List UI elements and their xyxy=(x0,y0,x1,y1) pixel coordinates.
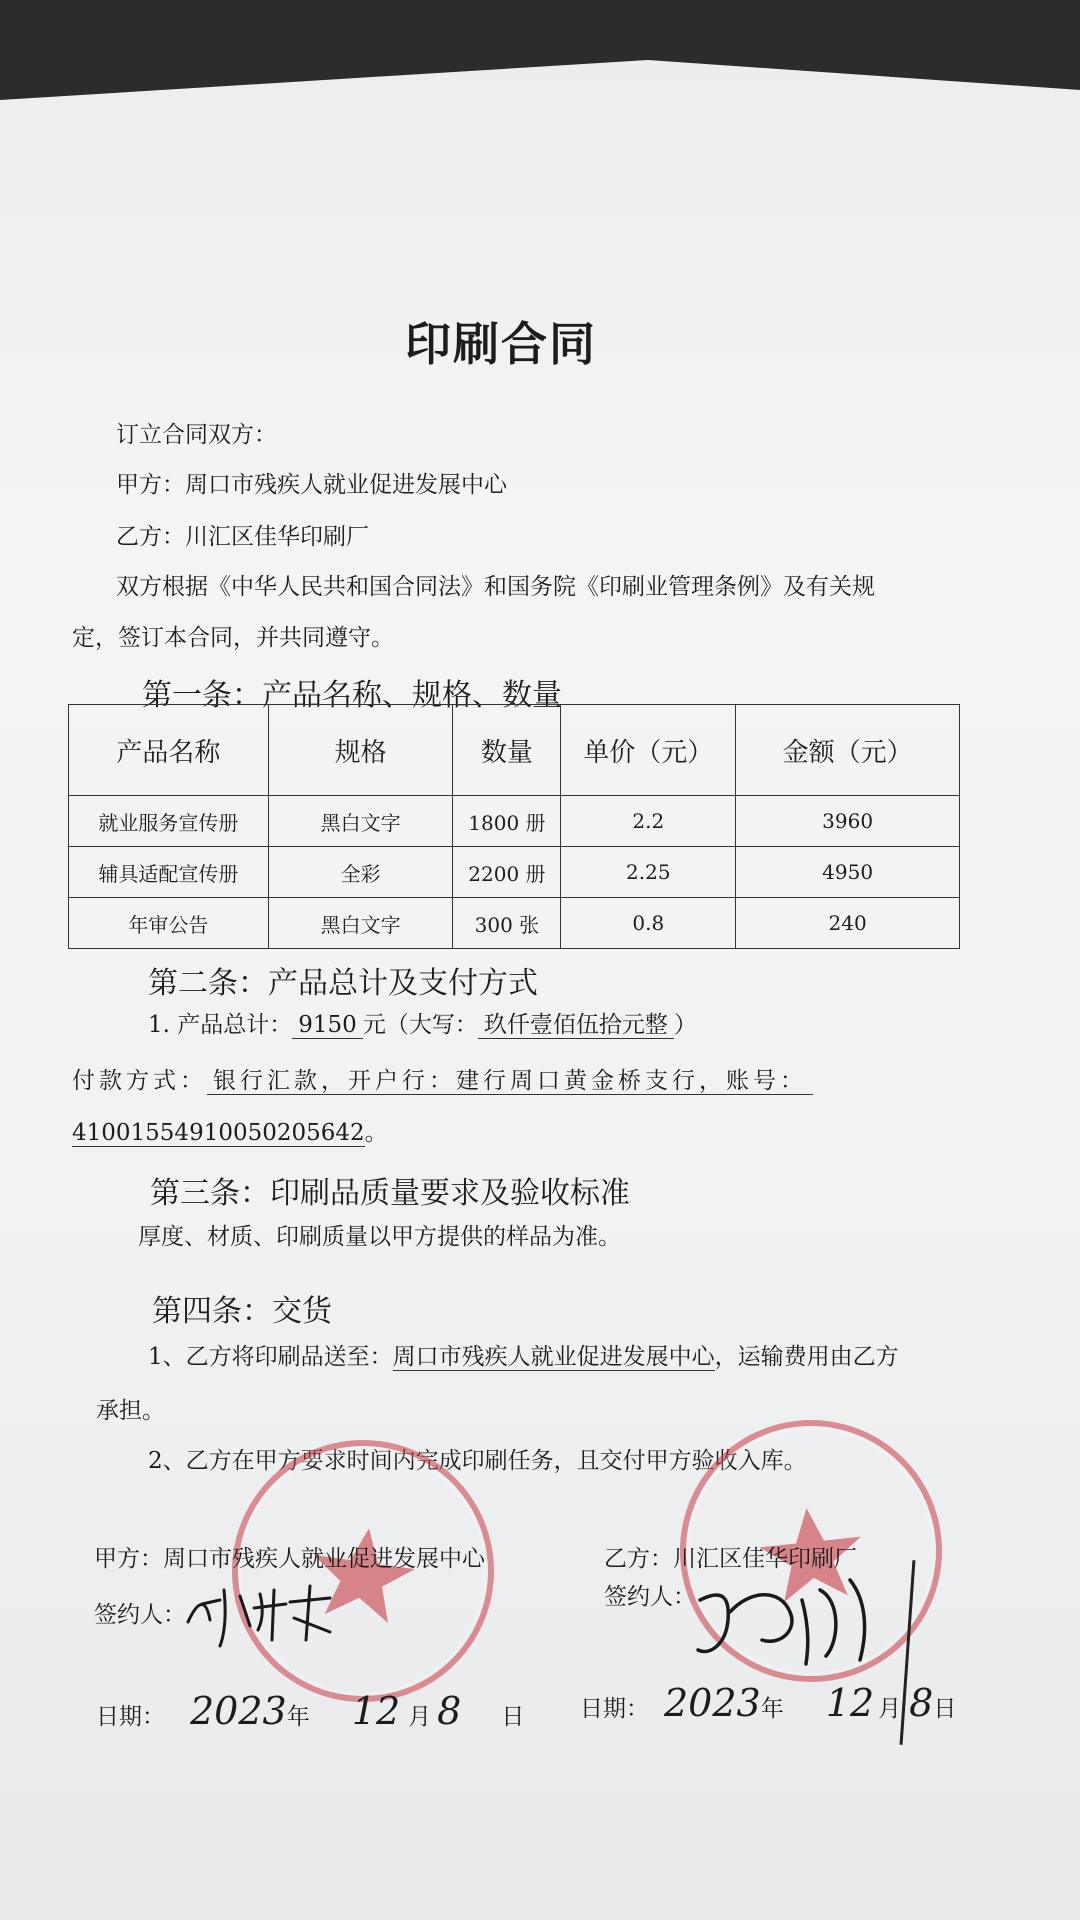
article-3-heading: 第三条：印刷品质量要求及验收标准 xyxy=(150,1176,630,1211)
spec-cell: 黑白文字 xyxy=(268,898,453,949)
delivery-suffix: ，运输费用由乙方 xyxy=(714,1344,899,1370)
total-prefix: 1. 产品总计： xyxy=(148,1012,293,1038)
basis-line-1: 双方根据《中华人民共和国合同法》和国务院《印刷业管理条例》及有关规 xyxy=(116,574,875,600)
column-header: 产品名称 xyxy=(69,705,269,796)
party-b-date-year: 2023 xyxy=(664,1681,761,1725)
party-b-date xyxy=(664,1681,957,1725)
party-a-date-day: 8 xyxy=(437,1689,462,1733)
account-end: 。 xyxy=(364,1120,388,1146)
month-char: 月 xyxy=(878,1696,902,1722)
day-char: 日 xyxy=(501,1704,525,1730)
article-4-heading: 第四条：交货 xyxy=(152,1294,332,1329)
column-header: 金额（元） xyxy=(736,705,960,796)
year-char: 年 xyxy=(286,1704,310,1730)
amount-cell: 4950 xyxy=(736,847,960,898)
spec-cell: 全彩 xyxy=(268,847,453,898)
column-header: 数量 xyxy=(453,705,561,796)
party-a-signer-label: 签约人： xyxy=(94,1602,186,1628)
party-b-handwritten-signature xyxy=(690,1560,890,1670)
payment-line xyxy=(72,1070,813,1093)
table-row xyxy=(69,898,960,949)
party-a-date-label: 日期： xyxy=(96,1704,165,1730)
payment-label: 付款方式： xyxy=(72,1068,207,1094)
amount-cell: 240 xyxy=(736,898,960,949)
product-name-cell: 辅具适配宣传册 xyxy=(69,847,269,898)
product-name-cell: 年审公告 xyxy=(69,898,269,949)
quantity-cell: 300 张 xyxy=(453,898,561,949)
total-amount: 9150 xyxy=(292,1012,363,1039)
delivery-prefix: 1、乙方将印刷品送至： xyxy=(148,1344,393,1370)
payment-method: 银行汇款，开户行：建行周口黄金桥支行，账号： xyxy=(207,1068,813,1095)
column-header: 单价（元） xyxy=(561,705,736,796)
day-char: 日 xyxy=(933,1696,957,1722)
quantity-cell: 2200 册 xyxy=(453,847,561,898)
unit-price-cell: 0.8 xyxy=(561,898,736,949)
total-line xyxy=(148,1014,697,1037)
delivery-place: 周口市残疾人就业促进发展中心 xyxy=(392,1344,715,1370)
article-2-heading: 第二条：产品总计及支付方式 xyxy=(148,966,538,1001)
party-b-date-day: 8 xyxy=(909,1681,934,1725)
delivery-item-1-line-2: 承担。 xyxy=(96,1398,165,1424)
party-b-line: 乙方：川汇区佳华印刷厂 xyxy=(116,524,369,550)
account-number: 41001554910050205642 xyxy=(72,1120,365,1146)
party-a-date-month: 12 xyxy=(351,1689,401,1733)
year-char: 年 xyxy=(760,1696,784,1722)
party-b-date-label: 日期： xyxy=(580,1696,649,1722)
party-a-signature-line: 甲方：周口市残疾人就业促进发展中心 xyxy=(94,1546,485,1572)
month-char: 月 xyxy=(408,1704,432,1730)
article-1-heading: 第一条：产品名称、规格、数量 xyxy=(142,678,562,713)
unit-price-cell: 2.2 xyxy=(561,796,736,847)
table-row xyxy=(69,847,960,898)
table-header-row xyxy=(69,705,960,796)
delivery-item-1 xyxy=(148,1346,899,1369)
party-b-date-month: 12 xyxy=(825,1681,875,1725)
quantity-cell: 1800 册 xyxy=(453,796,561,847)
total-in-words: 玖仟壹佰伍拾元整 xyxy=(478,1012,674,1039)
product-name-cell: 就业服务宣传册 xyxy=(69,796,269,847)
product-table xyxy=(68,704,960,949)
party-a-date xyxy=(190,1689,525,1733)
basis-line-2: 定，签订本合同，并共同遵守。 xyxy=(72,625,394,651)
total-suffix: ） xyxy=(673,1012,697,1038)
delivery-item-2: 2、乙方在甲方要求时间内完成印刷任务，且交付甲方验收入库。 xyxy=(148,1448,807,1474)
party-a-date-year: 2023 xyxy=(190,1689,287,1733)
party-b-signature-line: 乙方：川汇区佳华印刷厂 xyxy=(604,1546,857,1572)
party-b-signer-label: 签约人： xyxy=(604,1584,696,1610)
total-unit: 元（大写： xyxy=(362,1012,478,1038)
table-row xyxy=(69,796,960,847)
amount-cell: 3960 xyxy=(736,796,960,847)
document-title: 印刷合同 xyxy=(405,317,597,371)
party-a-handwritten-signature xyxy=(180,1560,350,1650)
column-header: 规格 xyxy=(268,705,453,796)
account-line xyxy=(72,1122,388,1145)
spec-cell: 黑白文字 xyxy=(268,796,453,847)
party-a-line: 甲方：周口市残疾人就业促进发展中心 xyxy=(116,472,507,498)
quality-text: 厚度、材质、印刷质量以甲方提供的样品为准。 xyxy=(138,1224,621,1250)
unit-price-cell: 2.25 xyxy=(561,847,736,898)
parties-label: 订立合同双方： xyxy=(116,422,277,448)
